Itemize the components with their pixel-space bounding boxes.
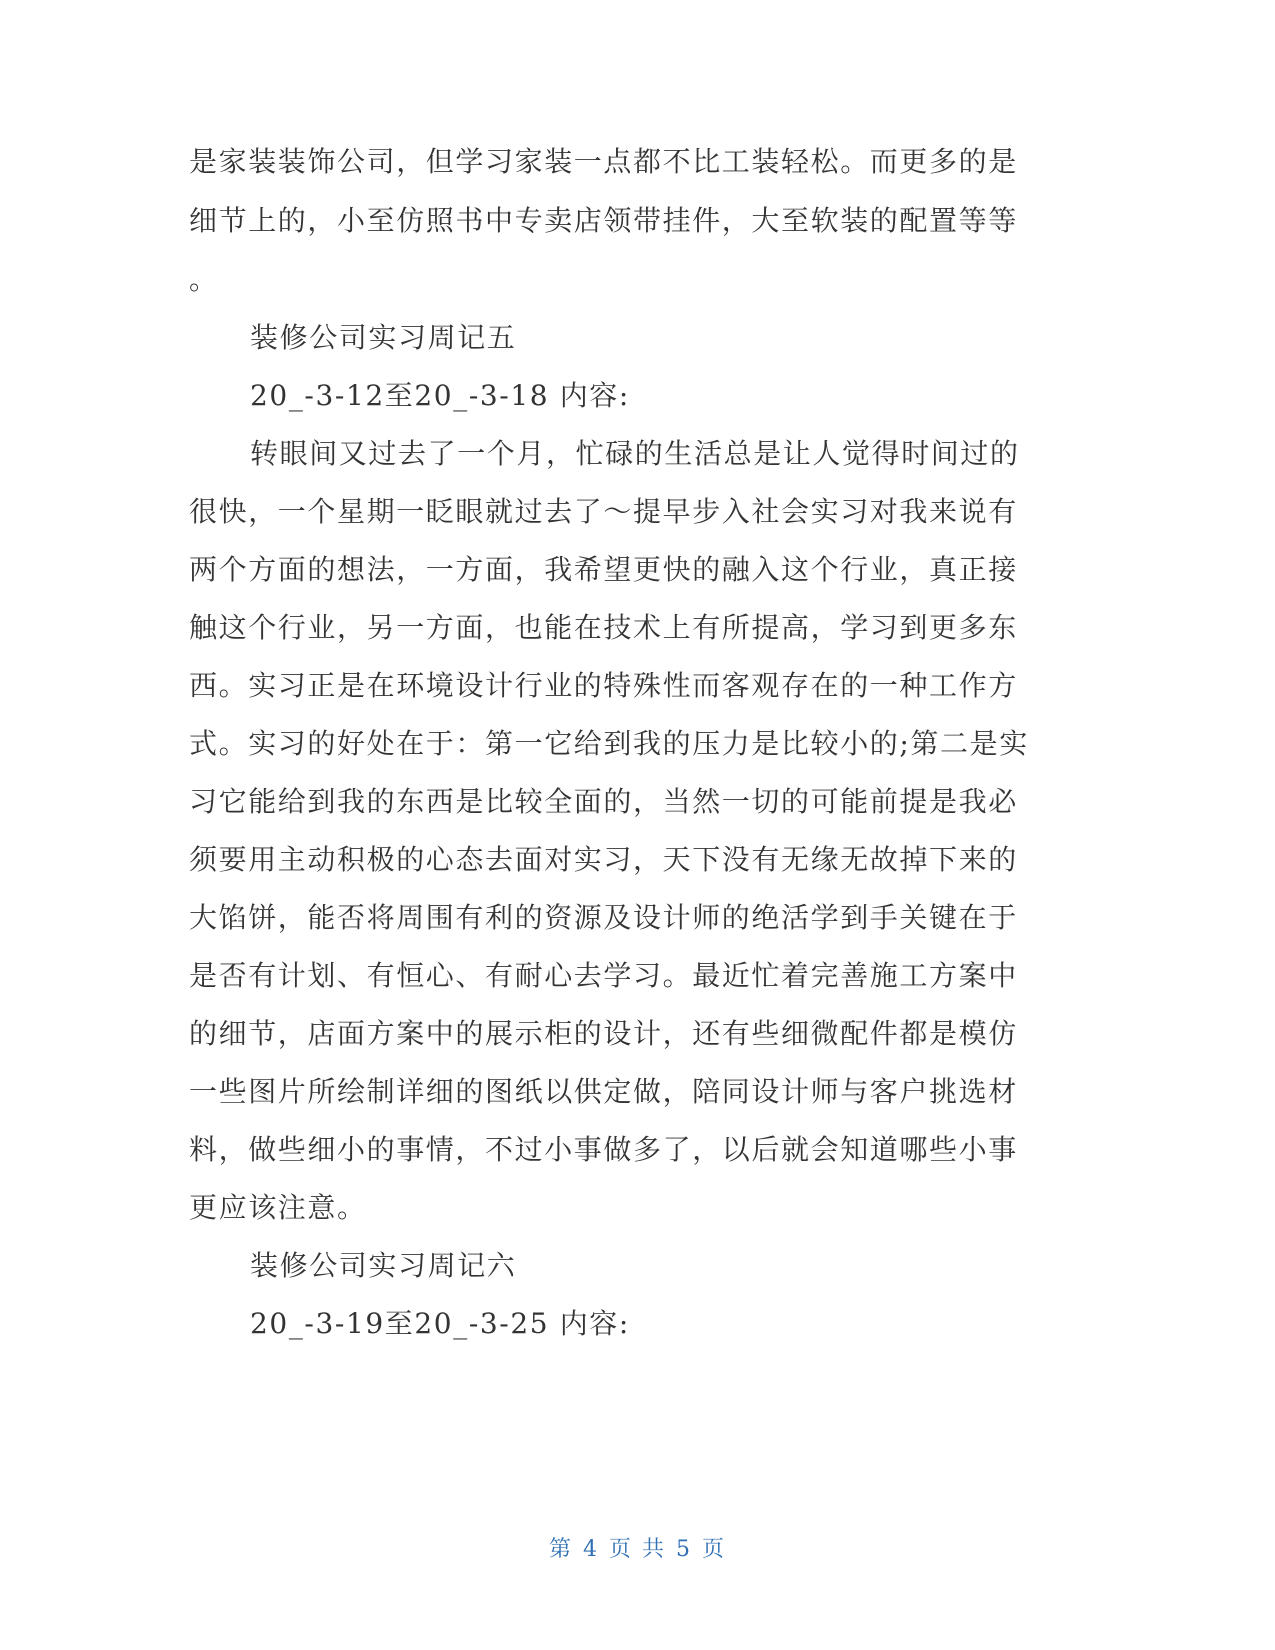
paragraph-line: 两个方面的想法，一方面，我希望更快的融入这个行业，真正接 [189,553,1018,586]
paragraph-line: 转眼间又过去了一个月，忙碌的生活总是让人觉得时间过的 [250,437,1020,470]
paragraph-line: 西。实习正是在环境设计行业的特殊性而客观存在的一种工作方 [189,669,1018,702]
section-title: 装修公司实习周记六 [250,1249,517,1282]
footer-prefix: 第 [548,1537,573,1562]
paragraph-line: 习它能给到我的东西是比较全面的，当然一切的可能前提是我必 [189,785,1018,818]
paragraph-line: 的细节，店面方案中的展示柜的设计，还有些细微配件都是模仿 [189,1017,1018,1050]
footer-page-number: 4 [583,1537,599,1562]
paragraph-line: 触这个行业，另一方面，也能在技术上有所提高，学习到更多东 [189,611,1018,644]
footer-mid: 页 共 [609,1537,666,1562]
footer-total-pages: 5 [676,1537,692,1562]
section-date: 20_-3-19至20_-3-25 内容: [250,1307,630,1340]
paragraph-line: 细节上的，小至仿照书中专卖店领带挂件，大至软装的配置等等 [189,204,1018,237]
paragraph-line: 更应该注意。 [189,1191,367,1224]
paragraph-line: 料，做些细小的事情，不过小事做多了，以后就会知道哪些小事 [189,1133,1018,1166]
paragraph-line: 须要用主动积极的心态去面对实习，天下没有无缘无故掉下来的 [189,843,1018,876]
footer-suffix: 页 [702,1537,727,1562]
paragraph-line: 大馅饼，能否将周围有利的资源及设计师的绝活学到手关键在于 [189,901,1018,934]
paragraph-line: 很快，一个星期一眨眼就过去了～提早步入社会实习对我来说有 [189,495,1018,528]
section-title: 装修公司实习周记五 [250,321,517,354]
page-footer [0,1532,1275,1563]
paragraph-line: 一些图片所绘制详细的图纸以供定做，陪同设计师与客户挑选材 [189,1075,1018,1108]
paragraph-line: 式。实习的好处在于：第一它给到我的压力是比较小的;第二是实 [189,727,1029,760]
section-date: 20_-3-12至20_-3-18 内容: [250,379,630,412]
paragraph-line: 。 [189,263,219,296]
paragraph-line: 是否有计划、有恒心、有耐心去学习。最近忙着完善施工方案中 [189,959,1018,992]
paragraph-line: 是家装装饰公司，但学习家装一点都不比工装轻松。而更多的是 [189,145,1018,178]
